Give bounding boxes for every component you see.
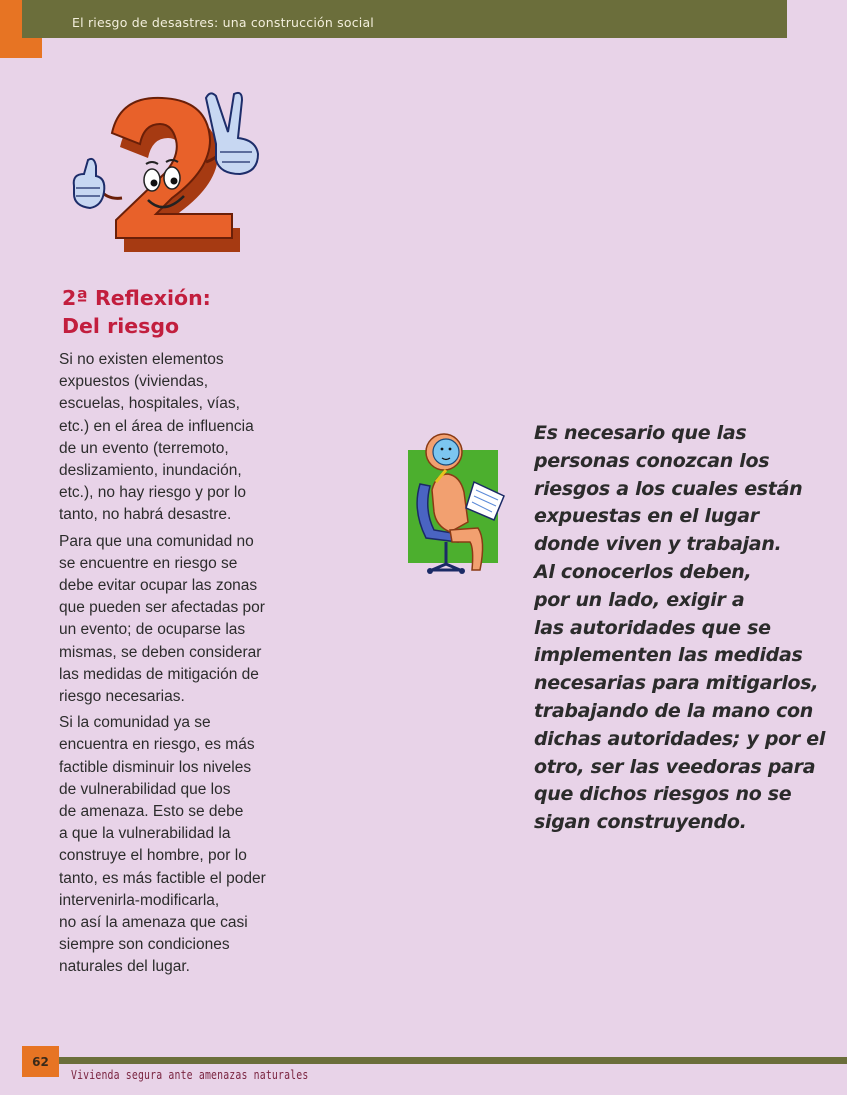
section-heading bbox=[62, 284, 211, 340]
header-bar bbox=[22, 0, 787, 38]
page-number: 62 bbox=[22, 1046, 59, 1077]
footer-book-title: Vivienda segura ante amenazas naturales bbox=[71, 1068, 309, 1082]
heading-line-2: Del riesgo bbox=[62, 314, 180, 338]
paragraph: Si no existen elementos expuestos (viviendas, escuelas, hospitales, vías, etc.) en el área de influencia de un evento (terremoto, deslizamiento, inundación, etc.), no hay riesgo y por lo tanto, no habrá desastre. bbox=[59, 351, 254, 524]
body-text bbox=[59, 349, 299, 983]
paragraph: Si la comunidad ya se encuentra en riesgo, es más factible disminuir los niveles de vulnerabilidad que los de amenaza. Esto se debe a que la vulnerabilidad la construye el hombre, por lo tanto, es más factible el poder intervenirla-modificarla, no así la amenaza que casi siempre son condiciones naturales del lugar. bbox=[59, 714, 266, 976]
paragraph: Para que una comunidad no se encuentre en riesgo se debe evitar ocupar las zonas que pueden ser afectadas por un evento; de ocuparse las mismas, se deben considerar las medidas de mitigación de riesgo necesarias. bbox=[59, 532, 265, 706]
header-title: El riesgo de desastres: una construcción social bbox=[72, 15, 374, 30]
highlight-quote: Es necesario que las personas conozcan los riesgos a los cuales están expuestas en el lugar donde viven y trabajan. Al conocerlos deben, por un lado, exigir a las autoridades que se implementen las medidas necesarias para mitigarlos, trabajando de la mano con dichas autoridades; y por el otro, ser las veedoras para que dichos riesgos no se sigan construyendo. bbox=[534, 422, 826, 834]
person-reading-illustration bbox=[406, 430, 516, 580]
number-two-mascot-illustration bbox=[60, 88, 270, 268]
heading-line-1: 2ª Reflexión: bbox=[62, 286, 211, 310]
footer-rule bbox=[59, 1057, 847, 1064]
